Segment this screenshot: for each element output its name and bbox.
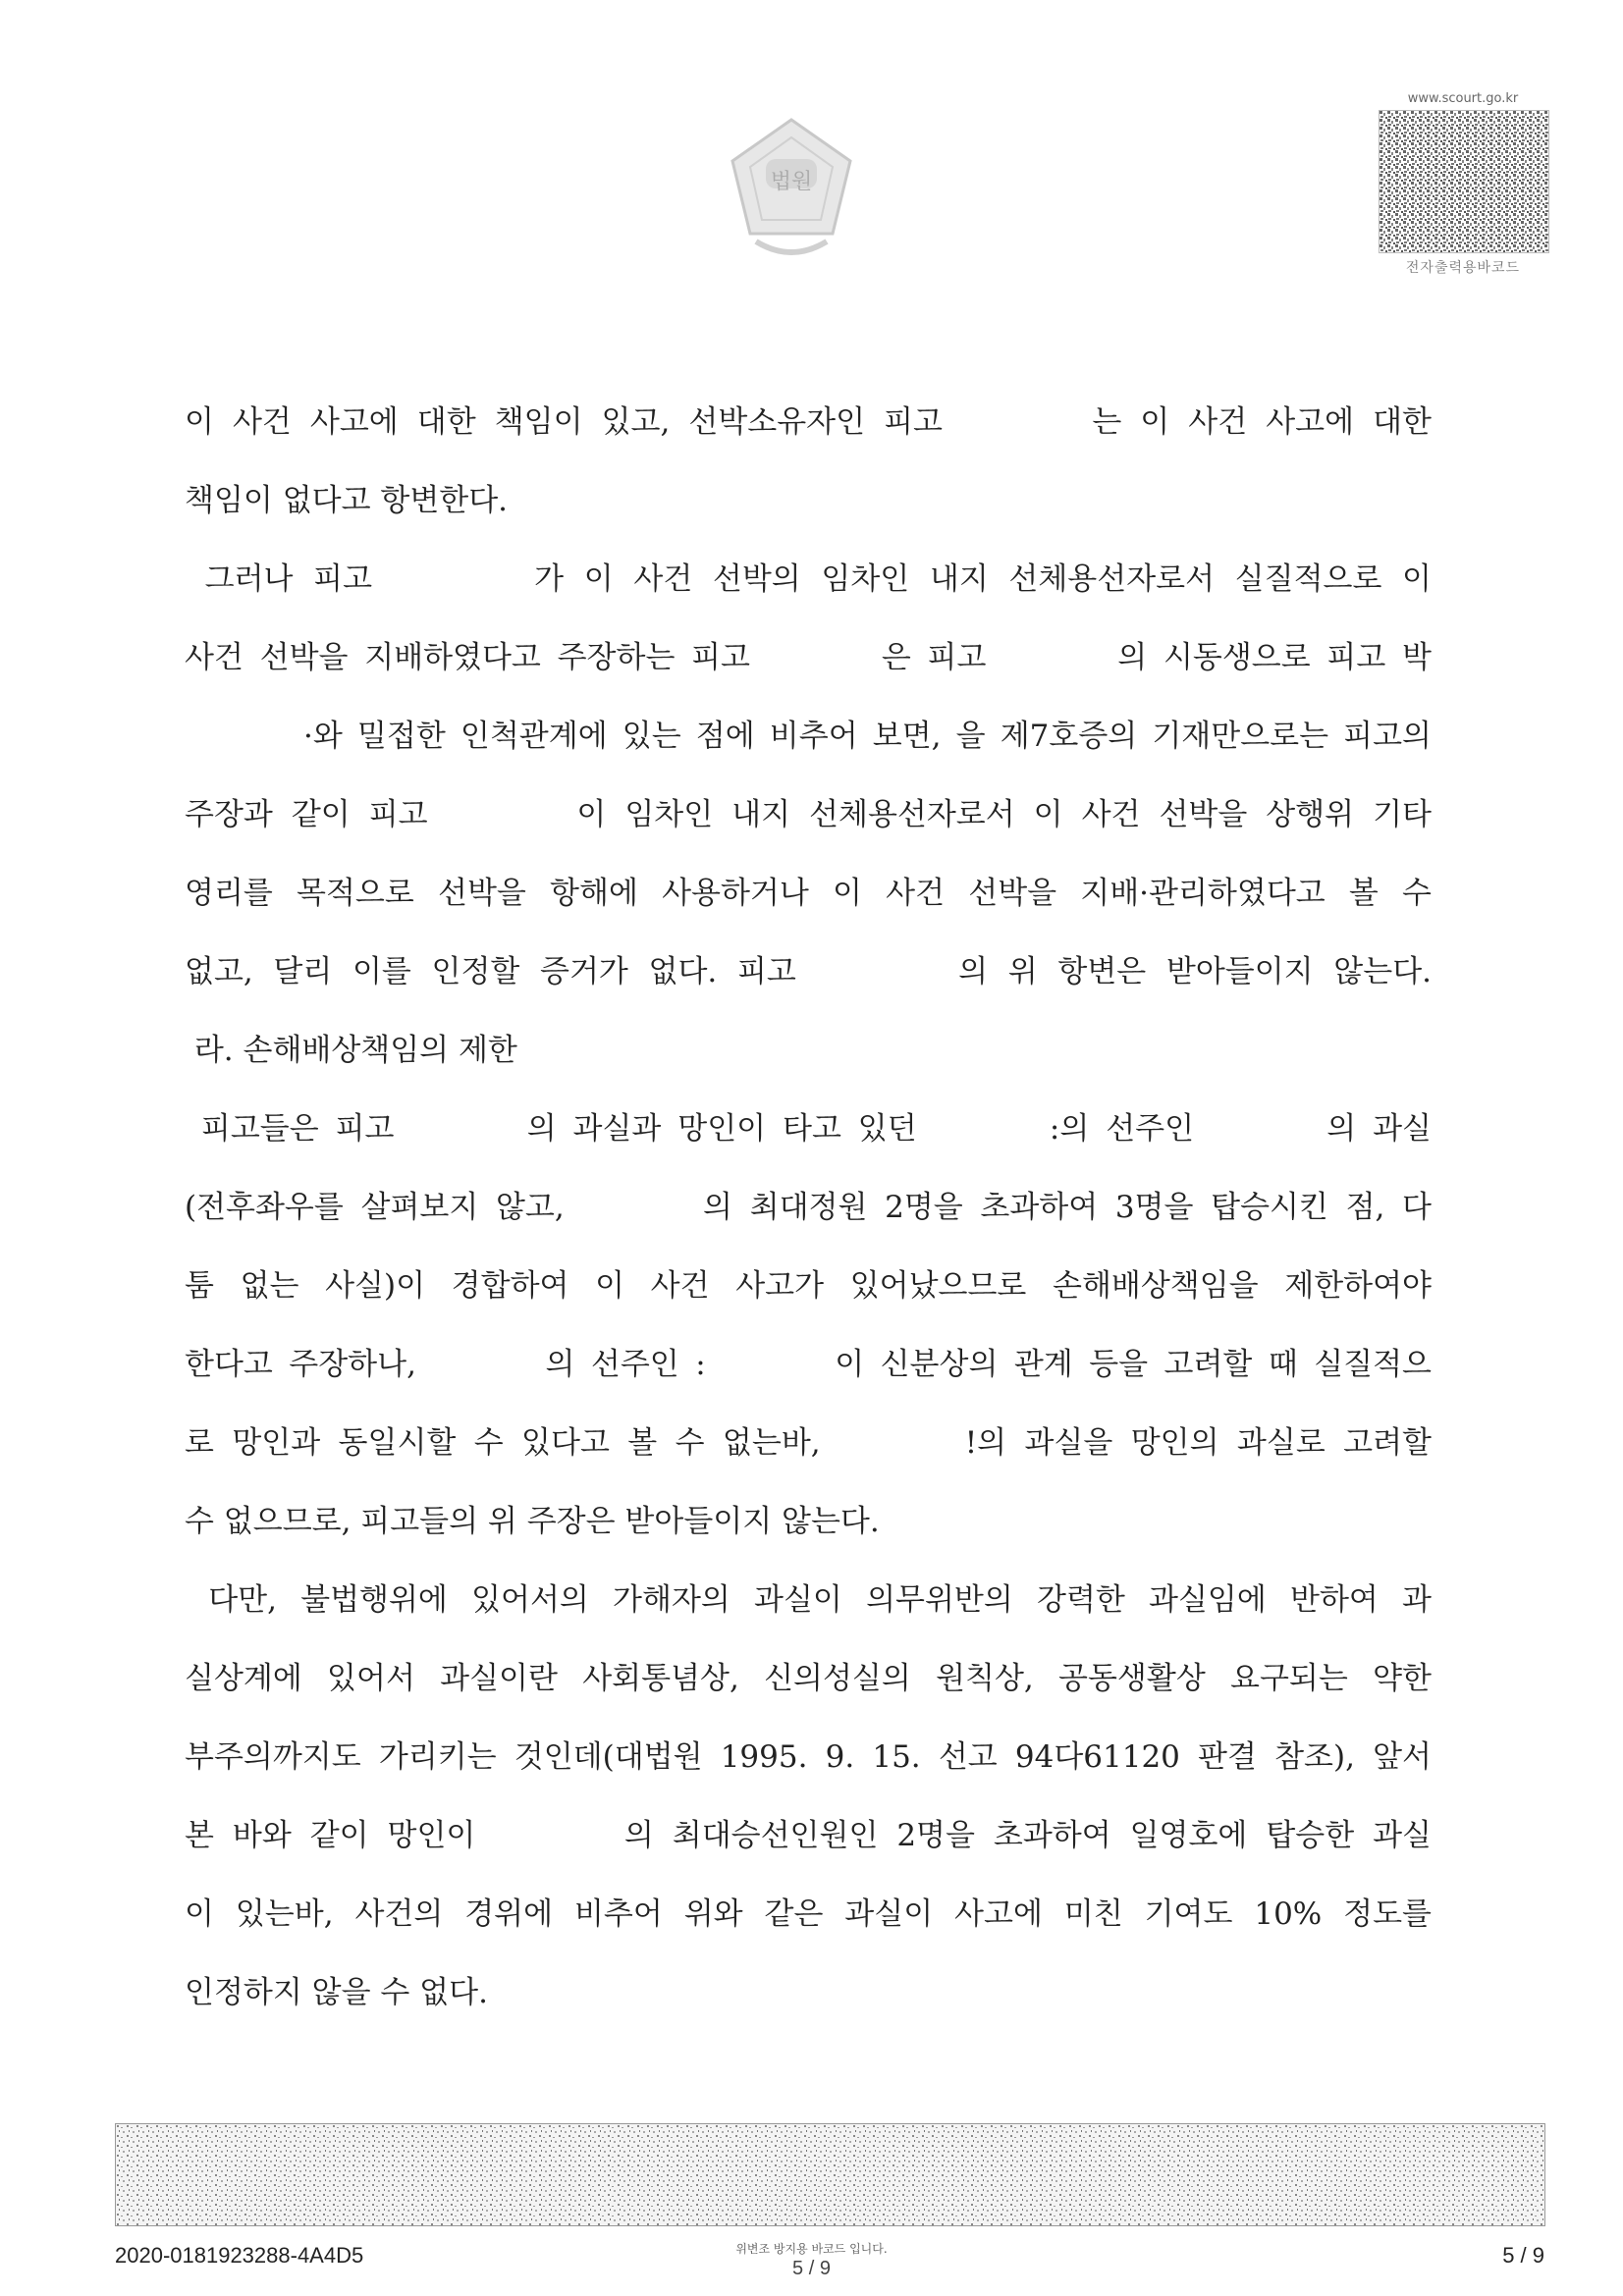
document-id: 2020-0181923288-4A4D5	[115, 2243, 364, 2268]
text-line: 한다고 주장하나, 의 선주인 : 이 신분상의 관계 등을 고려할 때 실질적으	[185, 1347, 1432, 1382]
text-line: 없고, 달리 이를 인정할 증거가 없다. 피고 의 위 항변은 받아들이지 않는다.	[185, 954, 1432, 989]
text-line: 피고들은 피고 의 과실과 망인이 타고 있던 :의 선주인 의 과실	[185, 1111, 1432, 1147]
document-body	[185, 383, 1432, 2032]
text-line: 수 없으므로, 피고들의 위 주장은 받아들이지 않는다.	[185, 1504, 880, 1539]
text-line: 본 바와 같이 망인이 의 최대승선인원인 2명을 초과하여 일영호에 탑승한 과실	[185, 1818, 1432, 1853]
text-line: 툼 없는 사실)이 경합하여 이 사건 사고가 있어났으므로 손해배상책임을 제한하여야	[185, 1268, 1432, 1304]
text-line: 이 있는바, 사건의 경위에 비추어 위와 같은 과실이 사고에 미친 기여도 10% 정도를	[185, 1896, 1432, 1932]
text-line: 인정하지 않을 수 없다.	[185, 1975, 488, 2010]
text-line: 다만, 불법행위에 있어서의 가해자의 과실이 의무위반의 강력한 과실임에 반하여 과	[185, 1582, 1432, 1618]
text-line: 책임이 없다고 항변한다.	[185, 483, 509, 518]
text-line: 주장과 같이 피고 이 임차인 내지 선체용선자로서 이 사건 선박을 상행위 기타	[185, 797, 1432, 832]
text-line: 로 망인과 동일시할 수 있다고 볼 수 없는바, !의 과실을 망인의 과실로 고려할	[185, 1425, 1432, 1461]
text-line: 이 사건 사고에 대한 책임이 있고, 선박소유자인 피고 는 이 사건 사고에 대한	[185, 404, 1432, 440]
section-heading: 라. 손해배상책임의 제한	[185, 1033, 517, 1068]
text-line: (전후좌우를 살펴보지 않고, 의 최대정원 2명을 초과하여 3명을 탑승시킨 점, 다	[185, 1190, 1432, 1225]
page-number-right: 5 / 9	[1502, 2243, 1544, 2268]
qr-code-icon	[1379, 110, 1549, 253]
barcode-note: 위변조 방지용 바코드 입니다.	[735, 2242, 888, 2256]
emblem-text: 법원	[770, 170, 813, 194]
text-line: 사건 선박을 지배하였다고 주장하는 피고 은 피고 의 시동생으로 피고 박	[185, 640, 1432, 675]
text-line: 실상계에 있어서 과실이란 사회통념상, 신의성실의 원칙상, 공동생활상 요구되는 약한	[185, 1661, 1432, 1696]
text-line: 영리를 목적으로 선박을 항해에 사용하거나 이 사건 선박을 지배·관리하였다고 볼 수	[185, 876, 1432, 911]
text-line: 그러나 피고 가 이 사건 선박의 임차인 내지 선체용선자로서 실질적으로 이	[185, 561, 1432, 597]
page-number-center: 5 / 9	[792, 2258, 831, 2279]
text-line: ·와 밀접한 인척관계에 있는 점에 비추어 보면, 을 제7호증의 기재만으로는 피고의	[185, 719, 1432, 754]
anti-forgery-barcode-icon	[115, 2123, 1545, 2226]
qr-caption: 전자출력용바코드	[1405, 260, 1521, 276]
text-line: 부주의까지도 가리키는 것인데(대법원 1995. 9. 15. 선고 94다61120 판결 참조), 앞서	[185, 1739, 1432, 1775]
qr-url: www.scourt.go.kr	[1407, 91, 1519, 106]
